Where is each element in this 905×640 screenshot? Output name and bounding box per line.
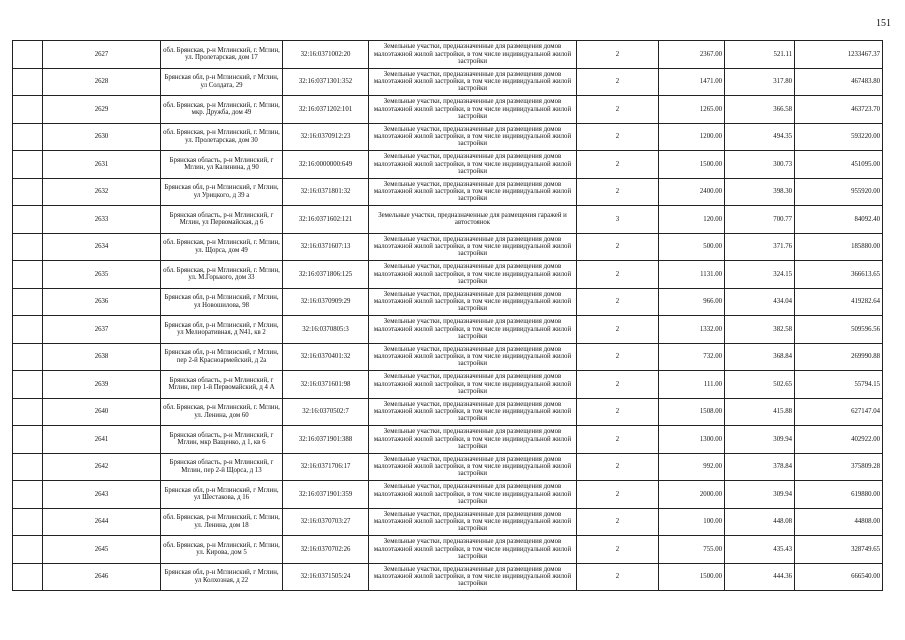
cadastral-value-cell: 463723.70 [795, 96, 883, 124]
cadastral-number-cell: 32:16:0371801:32 [283, 178, 369, 206]
cadastral-value-cell: 185880.00 [795, 233, 883, 261]
unit-value-cell: 435.43 [725, 536, 795, 564]
area-cell: 1508.00 [659, 398, 725, 426]
land-plot-table [12, 40, 883, 591]
unit-value-cell: 366.58 [725, 96, 795, 124]
permitted-use-cell: Земельные участки, предназначенные для размещения домов малоэтажной жилой застройки, в том числе индивидуальной жилой застройки [369, 398, 577, 426]
area-cell: 732.00 [659, 343, 725, 371]
permitted-use-cell: Земельные участки, предназначенные для размещения домов малоэтажной жилой застройки, в том числе индивидуальной жилой застройки [369, 426, 577, 454]
cadastral-value-cell: 269990.88 [795, 343, 883, 371]
area-cell: 1332.00 [659, 316, 725, 344]
table-row [13, 68, 883, 96]
row-number: 2636 [43, 288, 161, 316]
permitted-use-cell: Земельные участки, предназначенные для размещения домов малоэтажной жилой застройки, в том числе индивидуальной жилой застройки [369, 536, 577, 564]
permitted-use-cell: Земельные участки, предназначенные для размещения домов малоэтажной жилой застройки, в том числе индивидуальной жилой застройки [369, 178, 577, 206]
address-cell: Брянская область, р-н Мглинский, г Мглин, ул Калинина, д 90 [161, 151, 283, 179]
blank [13, 398, 43, 426]
unit-value-cell: 371.76 [725, 233, 795, 261]
cadastral-value-cell: 509596.56 [795, 316, 883, 344]
category-cell: 2 [577, 288, 659, 316]
row-number: 2642 [43, 453, 161, 481]
cadastral-number-cell: 32:16:0371901:388 [283, 426, 369, 454]
unit-value-cell: 434.04 [725, 288, 795, 316]
area-cell: 1471.00 [659, 68, 725, 96]
cadastral-value-cell: 627147.04 [795, 398, 883, 426]
address-cell: Брянская область, р-н Мглинский, г Мглин, мкр Ващенко, д 1, кв 6 [161, 426, 283, 454]
cadastral-number-cell: 32:16:0000000:649 [283, 151, 369, 179]
unit-value-cell: 415.88 [725, 398, 795, 426]
area-cell: 1300.00 [659, 426, 725, 454]
table-row [13, 563, 883, 591]
unit-value-cell: 300.73 [725, 151, 795, 179]
blank [13, 536, 43, 564]
permitted-use-cell: Земельные участки, предназначенные для размещения домов малоэтажной жилой застройки, в том числе индивидуальной жилой застройки [369, 233, 577, 261]
area-cell: 1500.00 [659, 563, 725, 591]
permitted-use-cell: Земельные участки, предназначенные для размещения домов малоэтажной жилой застройки, в том числе индивидуальной жилой застройки [369, 288, 577, 316]
unit-value-cell: 368.84 [725, 343, 795, 371]
permitted-use-cell: Земельные участки, предназначенные для размещения домов малоэтажной жилой застройки, в том числе индивидуальной жилой застройки [369, 123, 577, 151]
table-row [13, 508, 883, 536]
blank [13, 41, 43, 69]
blank [13, 481, 43, 509]
category-cell: 2 [577, 151, 659, 179]
unit-value-cell: 317.80 [725, 68, 795, 96]
row-number: 2628 [43, 68, 161, 96]
permitted-use-cell: Земельные участки, предназначенные для размещения домов малоэтажной жилой застройки, в том числе индивидуальной жилой застройки [369, 481, 577, 509]
permitted-use-cell: Земельные участки, предназначенные для размещения домов малоэтажной жилой застройки, в том числе индивидуальной жилой застройки [369, 343, 577, 371]
area-cell: 992.00 [659, 453, 725, 481]
row-number: 2631 [43, 151, 161, 179]
address-cell: обл. Брянская, р-н Мглинский, г. Мглин, ул. Пролетарская, дом 30 [161, 123, 283, 151]
table-row [13, 453, 883, 481]
permitted-use-cell: Земельные участки, предназначенные для размещения домов малоэтажной жилой застройки, в том числе индивидуальной жилой застройки [369, 316, 577, 344]
table-row [13, 206, 883, 234]
permitted-use-cell: Земельные участки, предназначенные для размещения гаражей и автостоянок [369, 206, 577, 234]
blank [13, 123, 43, 151]
blank [13, 151, 43, 179]
permitted-use-cell: Земельные участки, предназначенные для размещения домов малоэтажной жилой застройки, в том числе индивидуальной жилой застройки [369, 151, 577, 179]
row-number: 2632 [43, 178, 161, 206]
category-cell: 2 [577, 426, 659, 454]
cadastral-number-cell: 32:16:0371806:125 [283, 261, 369, 289]
address-cell: обл. Брянская, р-н Мглинский, г. Мглин, мкр. Дружба, дом 49 [161, 96, 283, 124]
row-number: 2641 [43, 426, 161, 454]
unit-value-cell: 398.30 [725, 178, 795, 206]
unit-value-cell: 521.11 [725, 41, 795, 69]
blank [13, 563, 43, 591]
category-cell: 2 [577, 233, 659, 261]
table-row [13, 261, 883, 289]
table-row [13, 398, 883, 426]
cadastral-value-cell: 451095.00 [795, 151, 883, 179]
category-cell: 2 [577, 453, 659, 481]
blank [13, 426, 43, 454]
row-number: 2644 [43, 508, 161, 536]
cadastral-value-cell: 419282.64 [795, 288, 883, 316]
row-number: 2633 [43, 206, 161, 234]
row-number: 2634 [43, 233, 161, 261]
cadastral-number-cell: 32:16:0370401:32 [283, 343, 369, 371]
unit-value-cell: 324.15 [725, 261, 795, 289]
table-row [13, 316, 883, 344]
category-cell: 2 [577, 68, 659, 96]
blank [13, 316, 43, 344]
row-number: 2639 [43, 371, 161, 399]
table-body [13, 41, 883, 591]
unit-value-cell: 444.36 [725, 563, 795, 591]
address-cell: Брянская обл, р-н Мглинский, г Мглин, ул Новошилова, 98 [161, 288, 283, 316]
area-cell: 2000.00 [659, 481, 725, 509]
table-row [13, 178, 883, 206]
category-cell: 2 [577, 343, 659, 371]
row-number: 2630 [43, 123, 161, 151]
table-row [13, 96, 883, 124]
cadastral-value-cell: 366613.65 [795, 261, 883, 289]
category-cell: 2 [577, 96, 659, 124]
cadastral-number-cell: 32:16:0370805:3 [283, 316, 369, 344]
cadastral-number-cell: 32:16:0371301:352 [283, 68, 369, 96]
cadastral-value-cell: 84092.40 [795, 206, 883, 234]
cadastral-value-cell: 593220.00 [795, 123, 883, 151]
cadastral-value-cell: 666540.00 [795, 563, 883, 591]
area-cell: 111.00 [659, 371, 725, 399]
permitted-use-cell: Земельные участки, предназначенные для размещения домов малоэтажной жилой застройки, в том числе индивидуальной жилой застройки [369, 41, 577, 69]
category-cell: 2 [577, 178, 659, 206]
table-row [13, 426, 883, 454]
cadastral-number-cell: 32:16:0370703:27 [283, 508, 369, 536]
address-cell: обл. Брянская, р-н Мглинский, г. Мглин, ул. Ленина, дом 60 [161, 398, 283, 426]
permitted-use-cell: Земельные участки, предназначенные для размещения домов малоэтажной жилой застройки, в том числе индивидуальной жилой застройки [369, 453, 577, 481]
blank [13, 288, 43, 316]
table-row [13, 288, 883, 316]
table-row [13, 123, 883, 151]
unit-value-cell: 502.65 [725, 371, 795, 399]
area-cell: 100.00 [659, 508, 725, 536]
category-cell: 2 [577, 371, 659, 399]
address-cell: Брянская область, р-н Мглинский, г Мглин, пер 2-й Щорса, д 13 [161, 453, 283, 481]
area-cell: 1200.00 [659, 123, 725, 151]
category-cell: 2 [577, 536, 659, 564]
category-cell: 2 [577, 398, 659, 426]
category-cell: 2 [577, 123, 659, 151]
cadastral-number-cell: 32:16:0370912:23 [283, 123, 369, 151]
blank [13, 206, 43, 234]
cadastral-number-cell: 32:16:0370909:29 [283, 288, 369, 316]
row-number: 2629 [43, 96, 161, 124]
row-number: 2635 [43, 261, 161, 289]
area-cell: 1500.00 [659, 151, 725, 179]
unit-value-cell: 382.58 [725, 316, 795, 344]
area-cell: 1131.00 [659, 261, 725, 289]
address-cell: Брянская обл, р-н Мглинский, г Мглин, ул Урицкого, д 39 а [161, 178, 283, 206]
category-cell: 2 [577, 508, 659, 536]
area-cell: 2367.00 [659, 41, 725, 69]
permitted-use-cell: Земельные участки, предназначенные для размещения домов малоэтажной жилой застройки, в том числе индивидуальной жилой застройки [369, 261, 577, 289]
table-row [13, 536, 883, 564]
table-row [13, 233, 883, 261]
blank [13, 261, 43, 289]
table-row [13, 151, 883, 179]
cadastral-number-cell: 32:16:0370702:26 [283, 536, 369, 564]
cadastral-value-cell: 955920.00 [795, 178, 883, 206]
unit-value-cell: 494.35 [725, 123, 795, 151]
unit-value-cell: 448.08 [725, 508, 795, 536]
address-cell: Брянская обл, р-н Мглинский, г Мглин, ул Мелиоративная, д N41, кв 2 [161, 316, 283, 344]
address-cell: обл. Брянская, р-н Мглинский, г. Мглин, ул. М.Горького, дом 33 [161, 261, 283, 289]
permitted-use-cell: Земельные участки, предназначенные для размещения домов малоэтажной жилой застройки, в том числе индивидуальной жилой застройки [369, 96, 577, 124]
blank [13, 96, 43, 124]
row-number: 2640 [43, 398, 161, 426]
row-number: 2643 [43, 481, 161, 509]
cadastral-number-cell: 32:16:0371202:101 [283, 96, 369, 124]
address-cell: обл. Брянская, р-н Мглинский, г. Мглин, ул. Ленина, дом 18 [161, 508, 283, 536]
blank [13, 371, 43, 399]
cadastral-value-cell: 375809.28 [795, 453, 883, 481]
permitted-use-cell: Земельные участки, предназначенные для размещения домов малоэтажной жилой застройки, в том числе индивидуальной жилой застройки [369, 508, 577, 536]
row-number: 2646 [43, 563, 161, 591]
unit-value-cell: 309.94 [725, 426, 795, 454]
cadastral-number-cell: 32:16:0371901:359 [283, 481, 369, 509]
cadastral-number-cell: 32:16:0371607:13 [283, 233, 369, 261]
cadastral-value-cell: 44808.00 [795, 508, 883, 536]
row-number: 2645 [43, 536, 161, 564]
cadastral-number-cell: 32:16:0371706:17 [283, 453, 369, 481]
category-cell: 3 [577, 206, 659, 234]
area-cell: 755.00 [659, 536, 725, 564]
cadastral-value-cell: 1233467.37 [795, 41, 883, 69]
table-row [13, 371, 883, 399]
blank [13, 178, 43, 206]
cadastral-number-cell: 32:16:0371602:121 [283, 206, 369, 234]
page-number: 151 [876, 18, 891, 29]
table-row [13, 41, 883, 69]
table-row [13, 481, 883, 509]
cadastral-value-cell: 467483.80 [795, 68, 883, 96]
address-cell: Брянская обл, р-н Мглинский, г Мглин, пер 2-й Красноармейский, д 2а [161, 343, 283, 371]
cadastral-number-cell: 32:16:0370502:7 [283, 398, 369, 426]
address-cell: обл. Брянская, р-н Мглинский, г. Мглин, ул. Щорса, дом 49 [161, 233, 283, 261]
permitted-use-cell: Земельные участки, предназначенные для размещения домов малоэтажной жилой застройки, в том числе индивидуальной жилой застройки [369, 68, 577, 96]
address-cell: Брянская обл, р-н Мглинский, г Мглин, ул Солдата, 29 [161, 68, 283, 96]
address-cell: обл. Брянская, р-н Мглинский, г. Мглин, ул. Пролетарская, дом 17 [161, 41, 283, 69]
permitted-use-cell: Земельные участки, предназначенные для размещения домов малоэтажной жилой застройки, в том числе индивидуальной жилой застройки [369, 563, 577, 591]
permitted-use-cell: Земельные участки, предназначенные для размещения домов малоэтажной жилой застройки, в том числе индивидуальной жилой застройки [369, 371, 577, 399]
blank [13, 343, 43, 371]
area-cell: 1265.00 [659, 96, 725, 124]
blank [13, 68, 43, 96]
cadastral-number-cell: 32:16:0371601:98 [283, 371, 369, 399]
address-cell: Брянская обл, р-н Мглинский, г Мглин, ул Колхозная, д 22 [161, 563, 283, 591]
row-number: 2627 [43, 41, 161, 69]
category-cell: 2 [577, 563, 659, 591]
unit-value-cell: 700.77 [725, 206, 795, 234]
area-cell: 2400.00 [659, 178, 725, 206]
cadastral-value-cell: 55794.15 [795, 371, 883, 399]
cadastral-number-cell: 32:16:0371002:20 [283, 41, 369, 69]
cadastral-number-cell: 32:16:0371505:24 [283, 563, 369, 591]
address-cell: Брянская область, р-н Мглинский, г Мглин, пер 1-й Первомайский, д 4 А [161, 371, 283, 399]
row-number: 2637 [43, 316, 161, 344]
category-cell: 2 [577, 261, 659, 289]
area-cell: 500.00 [659, 233, 725, 261]
unit-value-cell: 309.94 [725, 481, 795, 509]
unit-value-cell: 378.84 [725, 453, 795, 481]
category-cell: 2 [577, 481, 659, 509]
row-number: 2638 [43, 343, 161, 371]
cadastral-value-cell: 328749.65 [795, 536, 883, 564]
area-cell: 966.00 [659, 288, 725, 316]
table-row [13, 343, 883, 371]
area-cell: 120.00 [659, 206, 725, 234]
address-cell: Брянская область, р-н Мглинский, г Мглин, ул Первомайская, д 6 [161, 206, 283, 234]
blank [13, 453, 43, 481]
address-cell: обл. Брянская, р-н Мглинский, г. Мглин, ул. Кирова, дом 5 [161, 536, 283, 564]
blank [13, 233, 43, 261]
category-cell: 2 [577, 316, 659, 344]
cadastral-value-cell: 619880.00 [795, 481, 883, 509]
address-cell: Брянская обл, р-н Мглинский, г Мглин, ул Шестакова, д 16 [161, 481, 283, 509]
blank [13, 508, 43, 536]
cadastral-value-cell: 402922.00 [795, 426, 883, 454]
category-cell: 2 [577, 41, 659, 69]
